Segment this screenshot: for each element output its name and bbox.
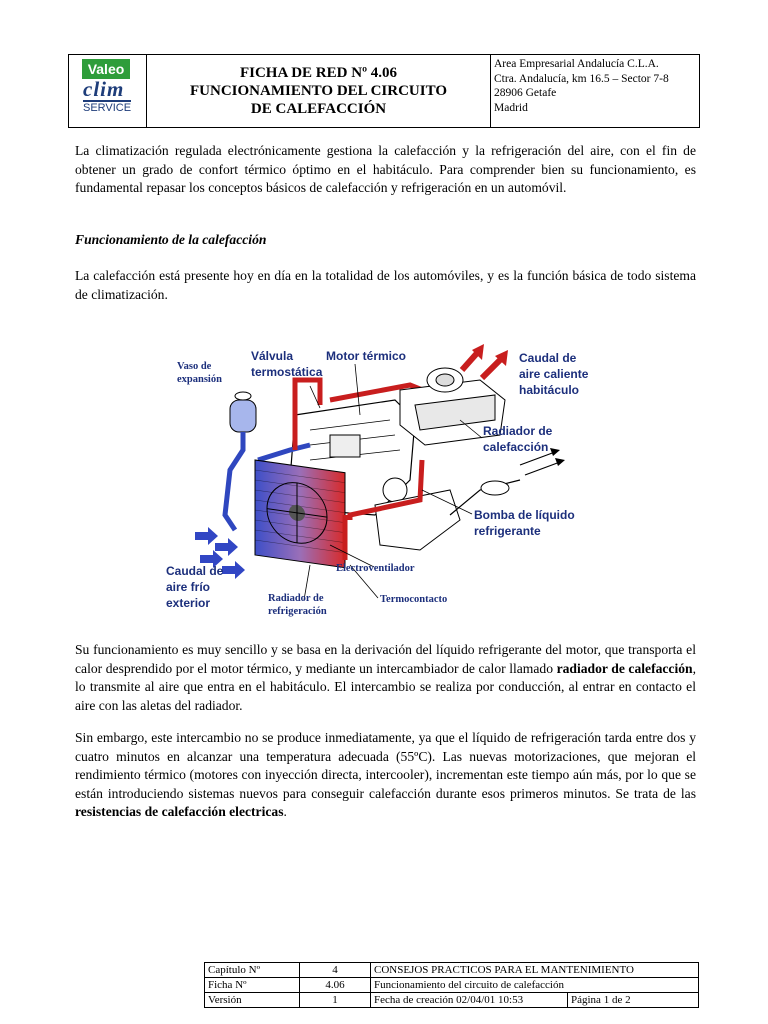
label-vaso-expansion: Vaso de expansión — [177, 361, 222, 385]
footer-sheet-label: Ficha Nº — [205, 978, 300, 993]
heating-circuit-diagram — [160, 340, 600, 625]
footer-version-value: 1 — [300, 993, 371, 1008]
paragraph-2-bold: radiador de calefacción — [556, 660, 693, 676]
valeo-clim-logo — [69, 55, 147, 127]
label-motor-termico: Motor térmico — [326, 349, 407, 363]
paragraph-1: La calefacción está presente hoy en día en la totalidad de los automóviles, y es la función básica de todo sistema de climatización. — [75, 268, 696, 302]
address-line-1: Area Empresarial Andalucía C.L.A. — [494, 58, 659, 70]
document-title — [147, 55, 491, 127]
paragraph-3-bold: resistencias de calefacción electricas — [75, 804, 284, 819]
label-bomba-liquido: Bomba de líquido refrigerante — [474, 508, 575, 538]
company-address — [491, 55, 699, 127]
footer-table — [204, 962, 699, 1008]
label-radiador-calefaccion: Radiador de calefacción — [483, 424, 553, 454]
footer-version-label: Versión — [205, 993, 300, 1008]
paragraph-3 — [75, 729, 696, 822]
paragraph-3-part-2: . — [283, 804, 287, 819]
footer-chapter-title: CONSEJOS PRACTICOS PARA EL MANTENIMIENTO — [371, 963, 699, 978]
section-title: Funcionamiento de la calefacción — [75, 232, 267, 247]
logo-service: SERVICE — [83, 102, 132, 114]
footer-row-chapter — [205, 963, 699, 978]
address-line-2: Ctra. Andalucía, km 16.5 – Sector 7-8 — [494, 72, 669, 85]
label-caudal-aire-caliente: Caudal de aire caliente habitáculo — [519, 351, 589, 397]
footer-creation-date: Fecha de creación 02/04/01 10:53 — [371, 993, 568, 1008]
title-line-1: FICHA DE RED Nº 4.06 — [239, 65, 398, 81]
paragraph-2-part-2: , lo transmite al aire que entra en el habitáculo. El intercambio se realiza por conducción, al entrar en contacto el aire con las aletas del radiador. — [75, 660, 697, 713]
paragraph-3-part-1: Sin embargo, este intercambio no se produce inmediatamente, ya que el líquido de refrigeración tarda entre dos y cuatro minutos en alcanzar una temperatura adecuada (55ºC). Las nuevas motorizaciones, que mejoran el rendimiento térmico (motores con inyección directa, intercooler), incrementan este tiempo aún más, por lo que se están introduciendo sistemas nuevos para conseguir calefacción durante esos primeros minutos. Se trata de las — [75, 730, 696, 801]
label-termocontacto: Termocontacto — [380, 594, 448, 605]
footer-page-number: Página 1 de 2 — [568, 993, 699, 1008]
label-radiador-refrigeracion: Radiador de refrigeración — [268, 593, 327, 617]
footer-row-version — [205, 993, 699, 1008]
paragraph-2-part-1: Su funcionamiento es muy sencillo y se basa en la derivación del líquido refrigerante del motor, que transporta el calor desprendido por el motor térmico, y mediante un intercambiador de calor llamado — [75, 642, 696, 676]
footer-chapter-value: 4 — [300, 963, 371, 978]
address-line-4: Madrid — [494, 101, 528, 114]
address-line-3: 28906 Getafe — [494, 87, 557, 99]
footer-sheet-title: Funcionamiento del circuito de calefacción — [371, 978, 699, 993]
paragraph-2 — [75, 641, 696, 715]
title-line-2: FUNCIONAMIENTO DEL CIRCUITO — [190, 83, 447, 99]
logo-clim: clim — [83, 77, 125, 101]
logo-valeo: Valeo — [82, 59, 130, 79]
document-header — [68, 54, 700, 128]
title-line-3: DE CALEFACCIÓN — [250, 101, 387, 117]
label-caudal-aire-frio: Caudal de aire frío exterior — [166, 564, 224, 610]
label-electroventilador: Electroventilador — [336, 563, 415, 574]
intro-paragraph: La climatización regulada electrónicamente gestiona la calefacción y la refrigeración del aire, con el fin de obtener un grado de confort térmico óptimo en el habitáculo. Para comprender bien su funcionamiento, es fundamental repasar los conceptos básicos de calefacción y refrigeración en un automóvil. — [75, 143, 696, 195]
footer-sheet-value: 4.06 — [300, 978, 371, 993]
label-valvula-termostatica: Válvula termostática — [251, 349, 323, 379]
footer-chapter-label: Capítulo Nº — [205, 963, 300, 978]
footer-row-sheet — [205, 978, 699, 993]
